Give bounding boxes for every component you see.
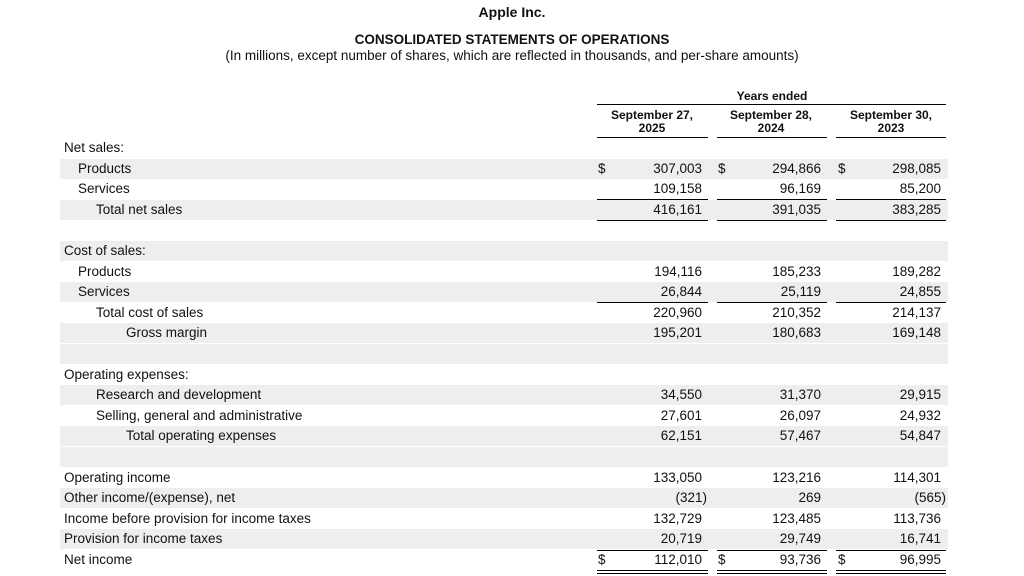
row-label: Products [78, 160, 132, 176]
column-header-date: September 30, [849, 108, 933, 122]
value-cell: 307,003 [653, 160, 702, 176]
value-cell: 62,151 [660, 428, 702, 444]
value-cell: 26,844 [660, 284, 702, 300]
column-header-year: 2025 [638, 121, 666, 135]
row-label: Provision for income taxes [64, 531, 223, 547]
table-row-provision-for-income-taxes [60, 529, 948, 549]
value-cell: 169,148 [892, 325, 941, 341]
row-label: Total net sales [96, 201, 183, 217]
table-row-net-sales [60, 138, 948, 158]
value-cell: 54,847 [899, 428, 941, 444]
row-label: Gross margin [126, 325, 208, 341]
value-cell: 298,085 [892, 160, 941, 176]
table-row-cost-of-sales [60, 241, 948, 261]
table-spacer-row [60, 447, 948, 467]
value-cell: 29,749 [779, 531, 821, 547]
column-header-2025 [600, 109, 704, 135]
row-label: Income before provision for income taxes [64, 510, 311, 526]
column-header-date: September 27, [610, 108, 694, 122]
value-cell: 133,050 [653, 469, 702, 485]
value-cell: 269 [798, 490, 821, 506]
currency-symbol: $ [838, 160, 846, 176]
table-row-services [60, 282, 948, 302]
table-row-operating-expenses [60, 365, 948, 385]
value-cell: 416,161 [653, 201, 702, 217]
row-label: Operating income [64, 469, 171, 485]
value-cell: 93,736 [779, 552, 821, 567]
table-row-total-net-sales [60, 200, 948, 220]
value-cell: 24,932 [899, 407, 941, 423]
value-cell: 123,485 [772, 510, 821, 526]
value-cell: 383,285 [892, 201, 941, 217]
currency-symbol: $ [718, 160, 726, 176]
value-cell: 391,035 [772, 201, 821, 217]
value-cell: 214,137 [892, 304, 941, 320]
value-cell: 31,370 [779, 387, 821, 403]
row-label: Operating expenses: [64, 366, 189, 382]
column-header-date: September 28, [729, 108, 813, 122]
value-cell: 112,010 [654, 552, 702, 567]
currency-symbol: $ [598, 160, 606, 176]
total-double-rule [597, 570, 708, 574]
value-cell: 132,729 [653, 510, 702, 526]
currency-symbol: $ [598, 552, 606, 567]
column-header-year: 2023 [877, 121, 905, 135]
value-cell: 113,736 [893, 510, 941, 526]
value-cell: 25,119 [780, 284, 821, 300]
row-label: Research and development [96, 387, 262, 403]
table-row-gross-margin [60, 323, 948, 343]
value-cell: 96,169 [779, 181, 821, 197]
table-spacer-row [60, 344, 948, 364]
row-label: Selling, general and administrative [96, 407, 303, 423]
table-row-net-income [60, 550, 948, 570]
value-cell: 180,683 [772, 325, 821, 341]
value-cell: 189,282 [892, 263, 941, 279]
value-cell: 85,200 [899, 181, 941, 197]
value-cell: 123,216 [772, 469, 821, 485]
row-label: Total operating expenses [126, 428, 277, 444]
table-row-total-operating-expenses [60, 426, 948, 446]
years-ended-label: Years ended [736, 89, 808, 103]
row-label: Cost of sales: [64, 243, 146, 258]
table-row-services [60, 179, 948, 199]
total-double-rule [717, 570, 827, 574]
table-row-products [60, 262, 948, 282]
value-cell: (565) [914, 490, 946, 506]
statement-title: CONSOLIDATED STATEMENTS OF OPERATIONS [354, 32, 670, 47]
statement-subtitle: (In millions, except number of shares, which are reflected in thousands, and per-share amounts) [225, 48, 799, 63]
value-cell: (321) [675, 490, 707, 506]
currency-symbol: $ [718, 552, 726, 567]
row-label: Services [78, 284, 130, 300]
value-cell: 27,601 [660, 407, 702, 423]
value-cell: 57,467 [779, 428, 821, 444]
value-cell: 34,550 [660, 387, 702, 403]
value-cell: 26,097 [779, 407, 821, 423]
row-label: Net income [64, 552, 133, 567]
value-cell: 29,915 [899, 387, 941, 403]
row-label: Services [78, 181, 130, 197]
value-cell: 220,960 [653, 304, 702, 320]
currency-symbol: $ [838, 552, 846, 567]
value-cell: 20,719 [660, 531, 702, 547]
value-cell: 16,741 [899, 531, 941, 547]
row-label: Other income/(expense), net [64, 490, 236, 506]
table-row-income-before-provision-for-income-taxes [60, 509, 948, 529]
column-header-2024 [719, 109, 823, 135]
table-row-operating-income [60, 468, 948, 488]
value-cell: 194,116 [654, 263, 702, 279]
column-header-2023 [839, 109, 943, 135]
table-spacer-row [60, 220, 948, 240]
value-cell: 114,301 [893, 469, 941, 485]
value-cell: 24,855 [899, 284, 941, 300]
table-row-products [60, 159, 948, 179]
row-label: Net sales: [64, 140, 125, 155]
value-cell: 96,995 [899, 552, 941, 567]
value-cell: 210,352 [772, 304, 821, 320]
total-double-rule [836, 570, 946, 574]
value-cell: 185,233 [772, 263, 821, 279]
column-header-year: 2024 [757, 121, 785, 135]
table-row-total-cost-of-sales [60, 303, 948, 323]
value-cell: 195,201 [653, 325, 702, 341]
value-cell: 109,158 [653, 181, 702, 197]
years-ended-rule [597, 104, 946, 105]
value-cell: 294,866 [772, 160, 821, 176]
row-label: Products [78, 263, 132, 279]
table-row-selling-general-and-administrative [60, 406, 948, 426]
company-name: Apple Inc. [478, 4, 546, 20]
row-label: Total cost of sales [96, 304, 204, 320]
table-row-other-income-expense-net [60, 488, 948, 508]
table-row-research-and-development [60, 385, 948, 405]
